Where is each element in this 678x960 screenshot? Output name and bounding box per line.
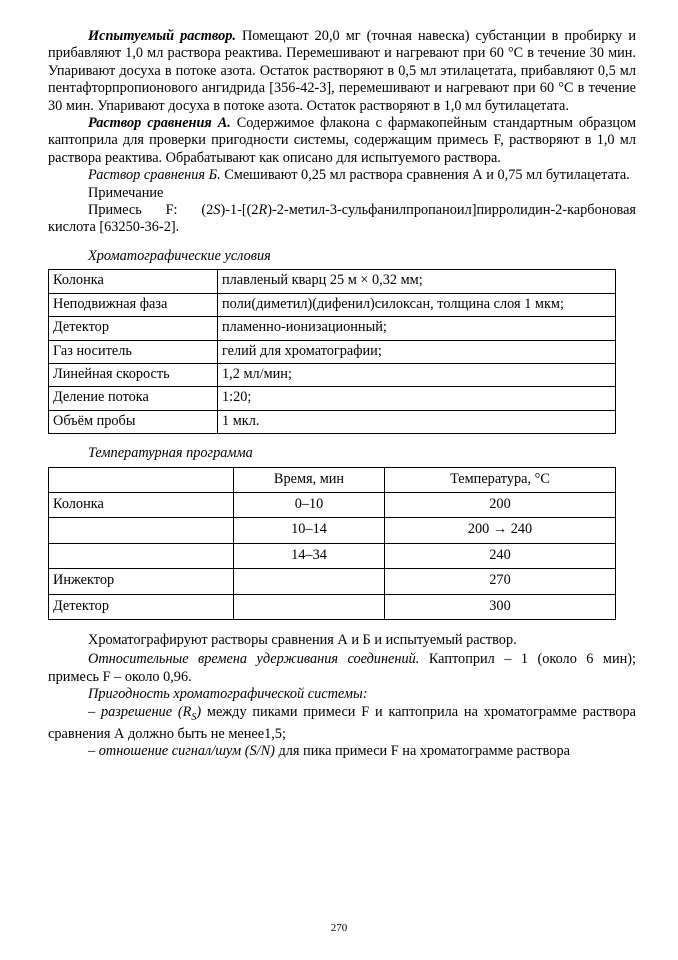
- test-solution-text: Помещают 20,0 мг (точная навеска) субстанции в пробирку и прибавляют 1,0 мл раствора реактива. Перемешивают и нагревают при 60 °C в течение 30 мин. Упаривают досуха в потоке азота. Остаток растворяют в 0,5 мл этилацетата, прибавляют 0,5 мл пентафторпропионового ангидрида [356-42-3], перемешивают и нагревают при 60 °C в течение 30 мин. Упаривают досуха в потоке азота. Остаток растворяют в 1,0 мл бутилацетата.: [48, 28, 636, 114]
- document-page: [48, 28, 636, 761]
- table-row: Детектор 300: [49, 594, 616, 619]
- chromatographic-conditions-caption: Хроматографические условия: [88, 247, 271, 264]
- system-suitability-heading: Пригодность хроматографической системы:: [88, 686, 368, 703]
- reference-solution-a-label: Раствор сравнения А.: [88, 115, 231, 132]
- relative-retention-label: Относительные времена удерживания соединений.: [88, 651, 420, 668]
- relative-retention-text: Каптоприл – 1 (около 6 мин); примесь F – около 0,96.: [48, 651, 636, 685]
- chromatographic-conditions-table: [48, 269, 616, 434]
- table-row: Детектор пламенно-ионизационный;: [49, 317, 616, 340]
- test-solution-paragraph: [48, 28, 636, 115]
- signal-noise-requirement: – отношение сигнал/шум (S/N) для пика примеси F на хроматограмме раствора: [88, 743, 570, 760]
- table-row: Колонка 0–10 200: [49, 492, 616, 517]
- reference-solution-b-label: Раствор сравнения Б.: [88, 167, 221, 184]
- reference-solution-b-paragraph: [48, 167, 636, 184]
- table-row: Линейная скорость 1,2 мл/мин;: [49, 363, 616, 386]
- table-row: 10–14 200 → 240: [49, 518, 616, 543]
- note-heading: Примечание: [88, 184, 164, 201]
- reference-solution-a-text: Содержимое флакона с фармакопейным стандартным образцом каптоприла для проверки пригодности системы, содержащим примесь F, растворяют в 1,0 мл раствора реактива. Обрабатывают как описано для испытуемого раствора.: [48, 115, 636, 166]
- relative-retention-paragraph: [48, 651, 636, 686]
- table-header-row: Время, мин Температура, °С: [49, 467, 616, 492]
- page-number: 270: [330, 922, 348, 934]
- temperature-program-caption: Температурная программа: [88, 445, 253, 462]
- test-solution-label: Испытуемый раствор.: [88, 28, 236, 44]
- table-row: Объём пробы 1 мкл.: [49, 410, 616, 433]
- chromatography-statement: Хроматографируют растворы сравнения А и Б и испытуемый раствор.: [88, 631, 517, 648]
- table-row: Деление потока 1:20;: [49, 387, 616, 410]
- table-row: 14–34 240: [49, 543, 616, 568]
- table-row: Газ носитель гелий для хроматографии;: [49, 340, 616, 363]
- impurity-f-note: Примесь F: (2S)-1-[(2R)-2-метил-3-сульфанилпропаноил]пирролидин-2-карбоновая кислота [63250-36-2].: [48, 202, 636, 236]
- table-row: Колонка плавленый кварц 25 м × 0,32 мм;: [49, 270, 616, 293]
- table-row: Неподвижная фаза поли(диметил)(дифенил)силоксан, толщина слоя 1 мкм;: [49, 293, 616, 316]
- table-row: Инжектор 270: [49, 569, 616, 594]
- resolution-requirement: – разрешение $(R_S)$ между пиками примеси F и каптоприла на хроматограмме раствора сравнения А должно быть не менее1,5;: [48, 703, 636, 742]
- reference-solution-b-text: Смешивают 0,25 мл раствора сравнения А и 0,75 мл бутилацетата.: [220, 167, 630, 184]
- reference-solution-a-paragraph: [48, 115, 636, 167]
- temperature-program-table: [48, 467, 616, 620]
